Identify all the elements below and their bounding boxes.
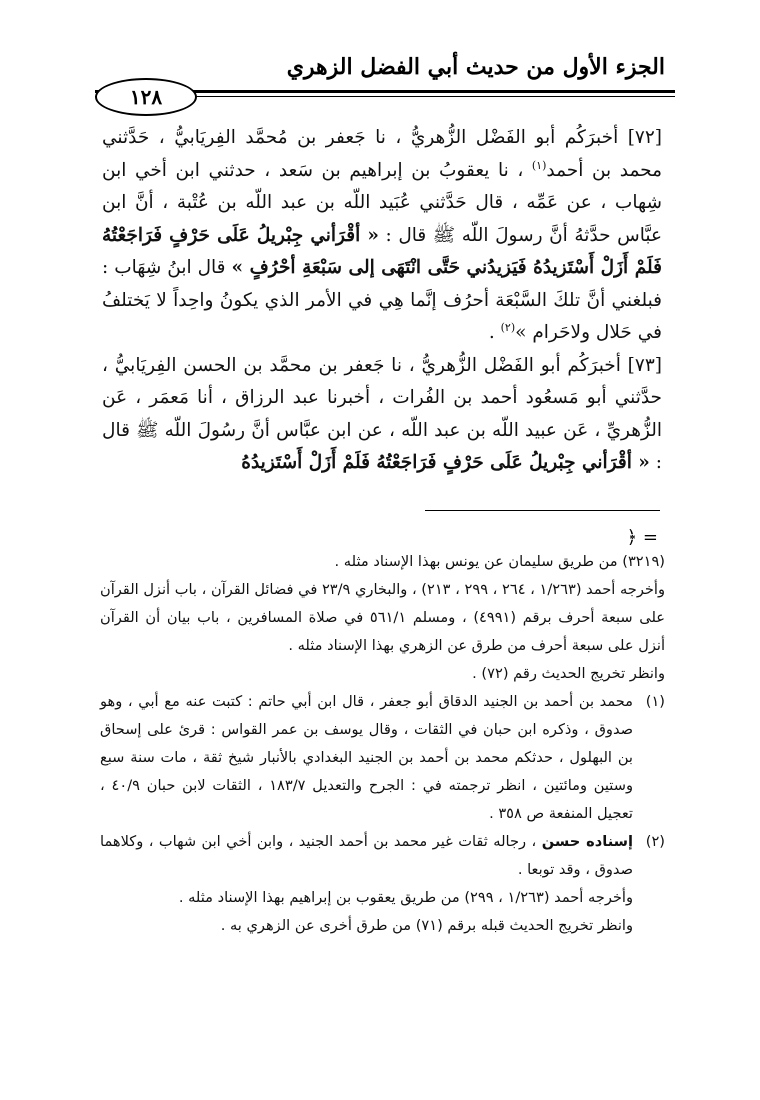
hadith-72: [٧٢] أخبرَكُم أبو الفَضْل الزُّهريُّ ، نا جَعفر بن مُحمَّد الفِريَابيُّ ، حَدَّثني محمد بن أحمد$^{(١)}$ ، نا يعقوبُ بن إبراهيم بن سَعد ، حدثني ابن أخي ابن شِهاب ، عن عَمِّه ، قال حَدَّثني عُبَيد اللّه بن عبد اللّه بن عُتْبة ، أنَّ ابن عبَّاس حدَّثهُ أنَّ رسولَ اللّه ﷺ قال : « أقْرَأني جِبْريلُ عَلَى حَرْفٍ فَرَاجَعْتُهُ فَلَمْ أَزَلْ أَسْتَزيدُهُ فَيَزيدُني حَتَّى انْتَهَى إلى سَبْعَةِ أحْرُفٍ » قال ابنُ شِهَاب : فبلغني أنَّ تلكَ السَّبْعَة أحرُف إنَّما هِي في الأمر الذي يكونُ واحِداً لا يَختلفُ في حَلال ولاحَرام »$^{(٢)}$ . <box>102 127 663 343</box>
footnote-line: وأخرجه أحمد (١/٢٦٣ ، ٢٦٤ ، ٢٩٩ ، ٢١٣) ، والبخاري ٢٣/٩ في فضائل القرآن ، باب أنزل القرآن على سبعة أحرف برقم (٤٩٩١) ، ومسلم ٥٦١/١ في صلاة المسافرين ، باب بيان أن القرآن أنزل على سبعة أحرف من طرق عن الزهري بهذا الإسناد مثله . <box>99 581 666 654</box>
footnote-1 <box>100 688 665 828</box>
footnotes <box>100 548 665 940</box>
main-text <box>102 122 662 480</box>
page-number: ١٢٨ <box>95 78 197 116</box>
footnote-number: (١) <box>645 693 665 710</box>
footnote-number: (٢) <box>645 833 665 850</box>
hadith-number: [٧٢] <box>627 127 662 148</box>
continuation-mark: = ﴿ <box>626 527 658 548</box>
prophetic-quote: « أقْرَأني جِبْريلُ عَلَى حَرْفٍ فَرَاجَعْتُهُ فَلَمْ أَزَلْ أَسْتَزيدُهُ فَيَزيدُني حَتَّى انْتَهَى إلى سَبْعَةِ أحْرُفٍ » <box>102 224 662 278</box>
footnote-ref: (١) <box>531 158 547 172</box>
hadith-text: ، نا يعقوبُ بن إبراهيم بن سَعد ، حدثني ابن أخي ابن شِهاب ، عن عَمِّه ، قال حَدَّثني عُبَيد اللّه بن عبد اللّه بن عُتْبة ، أنَّ ابن عبَّاس حدَّثهُ أنَّ رسولَ اللّه ﷺ قال : <box>102 159 663 246</box>
footnote-text <box>100 828 633 940</box>
footnote-ref: (٢) <box>500 320 516 334</box>
prophetic-quote: « أقْرَأني جِبْريلُ عَلَى حَرْفٍ فَرَاجَعْتُهُ فَلَمْ أَزَلْ أَسْتَزيدُهُ <box>241 452 650 473</box>
footnote-line: (٣٢١٩) من طريق سليمان عن يونس بهذا الإسناد مثله . <box>334 553 665 570</box>
footnote-line: وانظر تخريج الحديث رقم (٧٢) . <box>472 665 665 682</box>
footnote-separator <box>425 510 660 511</box>
hadith-text: أخبرَكُم أبو الفَضْل الزُّهريُّ ، نا جَعفر بن مُحمَّد الفِريَابيُّ ، حَدَّثني محمد بن أحمد <box>102 127 662 181</box>
footnote-2 <box>100 828 665 940</box>
hadith-number: [٧٣] <box>627 354 662 376</box>
footnote-text-part: ، رجاله ثقات غير محمد بن أحمد الجنيد ، وابن أخي ابن شهاب ، وكلاهما صدوق ، وقد توبعا . <box>100 833 633 878</box>
page-header <box>95 52 675 110</box>
hadith-text: أخبرَكُم أبو الفَضْل الزُّهريُّ ، نا جَعفر بن محمَّد بن الحسن الفِريَابيُّ ، حدَّثني أبو مَسعُود أحمد بن الفُرات ، أخبرنا عبد الرزاق ، أنا مَعمَر ، عَن الزُّهريِّ ، عَن عبيد اللّه بن عبد اللّه ، عن ابن عبَّاس أنَّ رسُولَ اللّه ﷺ قال : <box>102 354 662 473</box>
footnote-text: محمد بن أحمد بن الجنيد الدقاق أبو جعفر ، قال ابن أبي حاتم : كتبت عنه مع أبي ، وهو صدوق ، وذكره ابن حبان في الثقات ، وقال يوسف بن عمر القواس : قرئ على إسحاق بن البهلول ، حدثكم محمد بن أحمد بن الجنيد البغدادي بالأنبار شيخ ثقة ، مات سنة سبع وستين ومائتين ، انظر ترجمته في : الجرح والتعديل ١٨٣/٧ ، الثقات لابن حبان ٤٠/٩ ، تعجيل المنفعة ص ٣٥٨ . <box>100 693 633 822</box>
hadith-73 <box>102 350 662 480</box>
hadith-text: قال ابنُ شِهَاب : فبلغني أنَّ تلكَ السَّبْعَة أحرُف إنَّما هِي في الأمر الذي يكونُ واحِداً لا يَختلفُ في حَلال ولاحَرام » <box>102 257 662 343</box>
footnote-line: وأخرجه أحمد (١/٢٦٣ ، ٢٩٩) من طريق يعقوب بن إبراهيم بهذا الإسناد مثله . <box>178 889 633 906</box>
footnote-line: وانظر تخريج الحديث قبله برقم (٧١) من طرق أخرى عن الزهري به . <box>220 917 633 934</box>
isnad-grade: إسناده حسن <box>541 833 634 850</box>
running-title: الجزء الأول من حديث أبي الفضل الزهري <box>286 54 665 80</box>
